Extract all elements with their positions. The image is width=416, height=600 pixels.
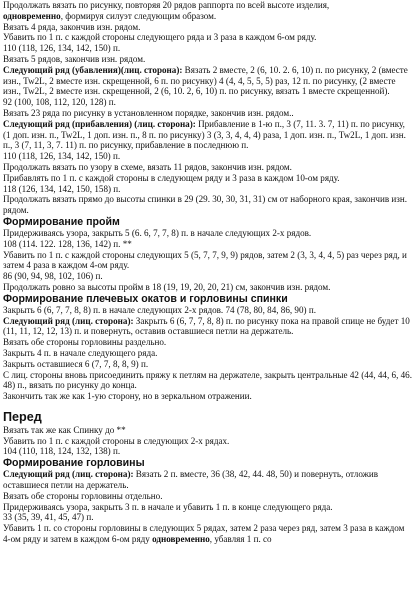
instruction-paragraph [3,65,412,97]
text-line: С лиц. стороны вновь присоединить пряжу к петлям на держателе, закрыть центральные 42 (44, 44, 6, 46. 48) п., вязать по рисунку до конца. [3,369,412,391]
text-line: Прибавлять по 1 п. с каждой стороны в следующем ряду и 3 раза в каждом 10-ом ряду. [3,172,340,183]
row-label: Следующий ряд (убавления)(лиц. сторона): [3,64,183,75]
text-span: Вязать 2 вместе, 2 (6, 10. 2. 6, 10) п. по рисунку, 2 (вместе изн., Tw2L, 2 вместе изн. скрещенной, 6 п. по рисунку) 4 (4, 4, 5, 5, 5) раз, 12 п. по рисунку, (2 вместе изн., Tw2L, 2 вместе изн. скрещенной, 2 (6, 10. 2, 6, 10) п. по рисунку, вязать 1 вместе скрещенной). [3,64,408,97]
text-line: Закрыть оставшиеся 6 (7, 7, 8, 8, 9) п. [3,358,149,369]
row-label: Следующий ряд (прибавления) (лиц. сторона): [3,118,196,129]
text-span: Убавить 1 п. со стороны горловины в следующих 5 рядах, затем 2 раза через ряд, затем 3 раза в каждом 4-ом ряду и затем в каждом 6-ом ряду [3,523,405,545]
row-label: Следующий ряд (лиц. сторона): [3,315,134,326]
text-line: Вязать 5 рядов, закончив изн. рядом. [3,53,146,64]
text-line: Продолжать вязать по узору в схеме, вязать 11 рядов, закончив изн. рядом. [3,161,292,172]
stitch-count: 33 (35, 39, 41, 45, 47) п. [3,512,94,523]
section-heading: Формирование горловины [3,457,145,470]
stitch-count: 118 (126, 134, 142, 150, 158) п. [3,183,121,194]
stitch-count: 86 (90, 94, 98, 102, 106) п. [3,271,103,282]
text-line: Закрыть 4 п. в начале следующего ряда. [3,347,158,358]
section-heading: Формирование плечевых окатов и горловины спинки [3,292,288,305]
text-line: Вязать обе стороны горловины раздельно. [3,337,167,348]
text-line: Продолжать ровно за высоты пройм в 18 (19, 19, 20, 20, 21) см, закончив изн. рядом. [3,281,331,292]
text-line: Вязать 4 ряда, закончив изн. рядом. [3,21,141,32]
text-line: Придерживаясь узора, закрыть 5 (6. 6, 7, 7, 8) п. в начале следующих 2-х рядов. [3,227,312,238]
text-line: Продолжать вязать по рисунку, повторяя 20 рядов раппорта по всей высоте изделия, [3,0,330,10]
stitch-count: 92 (100, 108, 112, 120, 128) п. [3,97,116,108]
section-heading: Формирование пройм [3,215,120,228]
part-title: Перед [3,409,42,424]
text-line: Закончить так же как 1-ую сторону, но в зеркальном отражении. [3,391,252,402]
instruction-paragraph [3,523,412,545]
row-label: Следующий ряд (лиц. сторона): [3,469,134,480]
text-line: Убавить по 1 п. с каждой стороны следующего ряда и 3 раза в каждом 6-ом ряду. [3,32,317,43]
text-span: Прибавление в 1-ю п., 3 (7, 11. 3. 7, 11) п. по рисунку, (1 доп. изн. п., Tw2L, 1 доп. изн. п., 8 п. по рисунку) 3 (3, 3, 4, 4, 4) раза, 1 доп. изн. п., Tw2L, 1 доп. изн. п., 3 (7, 11, 3, 7. 11) п. по рисунку, прибавление в последнюю п. [3,118,406,151]
stitch-count: 110 (118, 126, 134, 142, 150) п. [3,151,121,162]
text-span: Вязать 2 п. вместе, 36 (38, 42, 44. 48, 50) и повернуть, отложив оставшиеся петли на держатель. [3,469,379,491]
bold-term: одновременно [3,10,61,21]
stitch-count: 110 (118, 126, 134, 142, 150) п. [3,43,121,54]
text-span: , убавляя 1 п. со [209,534,272,545]
text-line: Убавить по 1 п. с каждой стороны в следующих 2-х рядах. [3,435,230,446]
text-span: , формируя силуэт следующим образом. [60,10,217,21]
text-span: Закрыть 6 (6, 7, 7, 8, 8) п. по рисунку пока на правой спице не будет 10 (11, 11, 12, 12, 13) п. и повернуть, оставив оставшиеся петли на держатель. [3,315,410,337]
text-line: Вязать обе стороны горловины отдельно. [3,490,163,501]
stitch-count: 108 (114. 122. 128, 136, 142) п. ** [3,238,132,249]
instruction-paragraph [3,119,412,151]
instruction-paragraph [3,469,412,491]
instruction-paragraph [3,316,412,338]
text-line: Вязать 23 ряда по рисунку в установленном порядке, закончив изн. рядом.. [3,107,294,118]
text-line: Придерживаясь узора, закрыть 3 п. в начале и убавить 1 п. в конце следующего ряда. [3,501,333,512]
text-line: Закрыть 6 (6, 7, 7, 8, 8) п. в начале следующих 2-х рядов. 74 (78, 80, 84, 86, 90) п. [3,304,316,315]
text-line [3,11,412,22]
text-line: Убавить по 1 п. с каждой стороны следующих 5 (5, 7, 7, 9, 9) рядов, затем 2 (3, 3, 4, 4, 5) раз через ряд, и затем 4 раза в каждом 4-ом ряду. [3,249,407,271]
bold-term: одновременно [152,534,210,545]
stitch-count: 104 (110, 118, 124, 132, 138) п. [3,446,121,457]
text-line: Вязать так же как Спинку до ** [3,424,126,435]
text-line: Продолжать вязать прямо до высоты спинки в 29 (29. 30, 30, 31, 31) см от наборного края, закончив изн. рядом. [3,194,408,216]
